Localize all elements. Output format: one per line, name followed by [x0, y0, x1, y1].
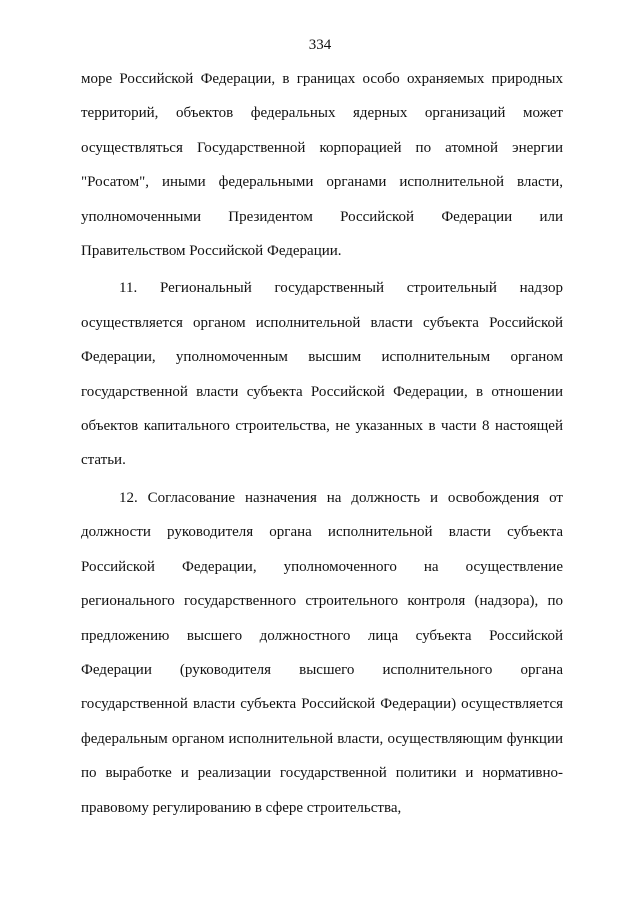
paragraph-11: 11. Региональный государственный строительный надзор осуществляется органом исполнительной власти субъекта Российской Федерации, уполномоченным высшим исполнительным органом государственной власти субъекта Российской Федерации, в отношении объектов капитального строительства, не указанных в части 8 настоящей статьи.	[81, 280, 563, 469]
document-body	[81, 62, 563, 825]
paragraph-continuation: море Российской Федерации, в границах особо охраняемых природных территорий, объектов федеральных ядерных организаций может осуществляться Государственной корпорацией по атомной энергии "Росатом", иными федеральными органами исполнительной власти, уполномоченными Президентом Российской Федерации или Правительством Российской Федерации.	[81, 71, 563, 260]
paragraph-12: 12. Согласование назначения на должность и освобождения от должности руководителя органа исполнительной власти субъекта Российской Федерации, уполномоченного на осуществление регионального государственного строительного контроля (надзора), по предложению высшего должностного лица субъекта Российской Федерации (руководителя высшего исполнительного органа государственной власти субъекта Российской Федерации) осуществляется федеральным органом исполнительной власти, осуществляющим функции по выработке и реализации государственной политики и нормативно-правовому регулированию в сфере строительства,	[81, 489, 563, 816]
page-number: 334	[308, 37, 332, 53]
